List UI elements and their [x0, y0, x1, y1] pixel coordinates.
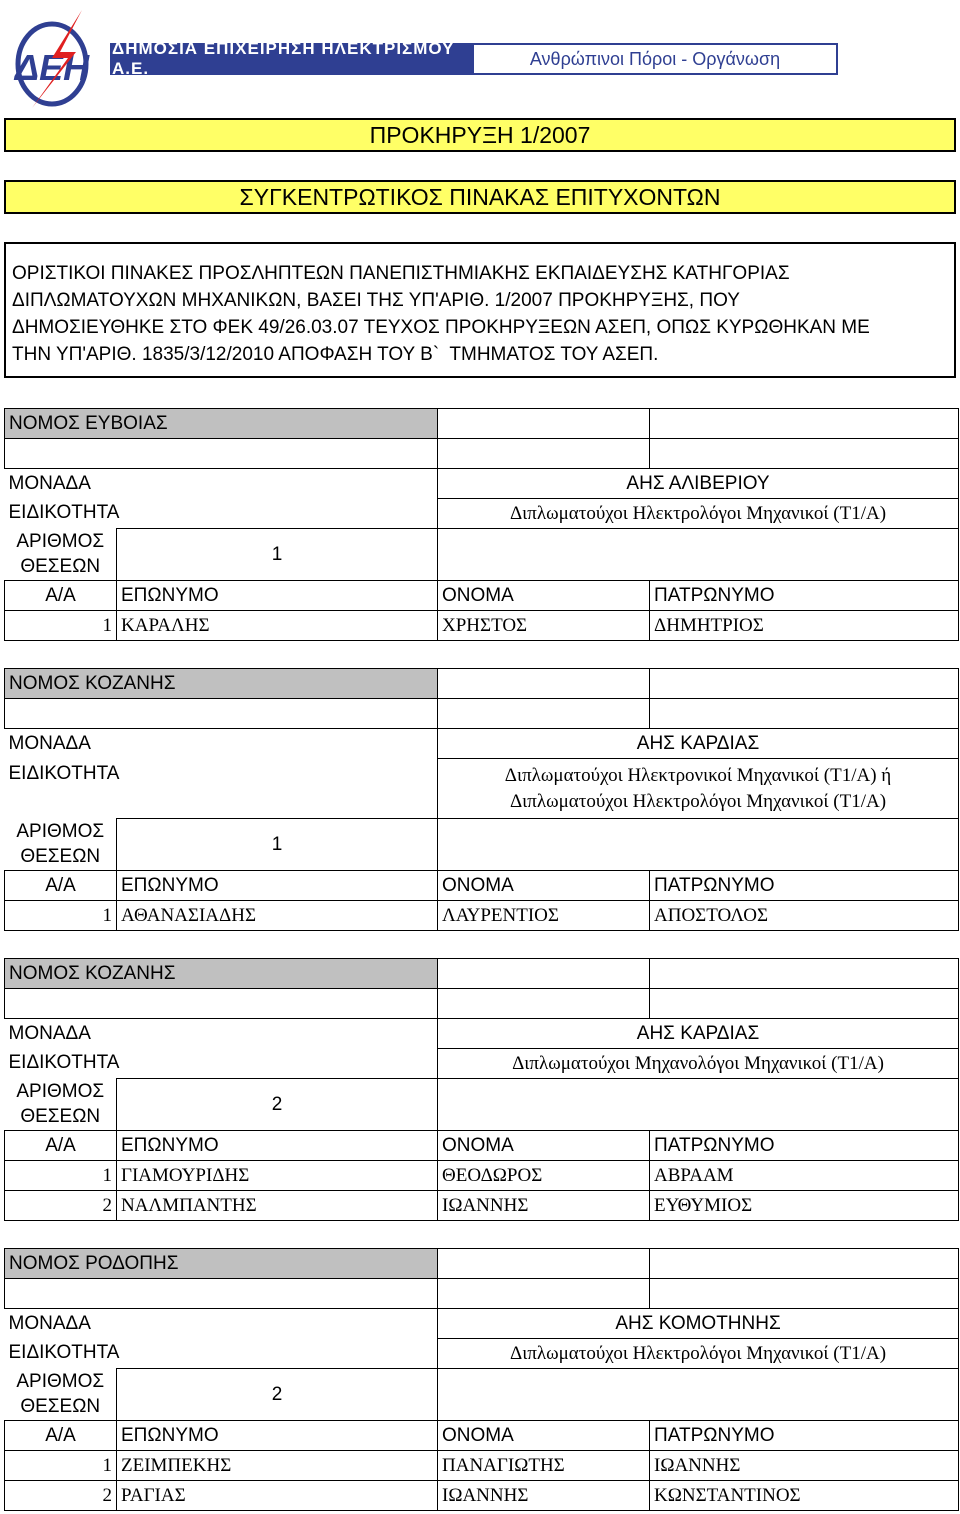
monada-value: ΑΗΣ ΚΑΡΔΙΑΣ [438, 1019, 959, 1049]
monada-value: ΑΗΣ ΚΟΜΟΤΗΝΗΣ [438, 1309, 959, 1339]
theseis-value: 2 [117, 1369, 438, 1421]
arithmos-label [5, 529, 117, 581]
eidikotita-line: Διπλωματούχοι Ηλεκτρολόγοι Μηχανικοί (Τ1/Α) [509, 790, 887, 812]
department-name: Ανθρώπινοι Πόροι - Οργάνωση [474, 45, 836, 73]
eidikotita-value [438, 499, 959, 529]
row-eponymo: ΖΕΙΜΠΕΚΗΣ [117, 1451, 438, 1481]
eidikotita-label: ΕΙΔΙΚΟΤΗΤΑ [8, 762, 120, 784]
col-onoma: ΟΝΟΜΑ [438, 581, 650, 611]
nomos-label: ΝΟΜΟΣ ΚΟΖΑΝΗΣ [5, 959, 438, 989]
col-aa: Α/Α [5, 871, 117, 901]
nomos-label: ΝΟΜΟΣ ΕΥΒΟΙΑΣ [5, 409, 438, 439]
company-banner [110, 39, 838, 78]
eidikotita-label: ΕΙΔΙΚΟΤΗΤΑ [8, 1052, 120, 1074]
description-line: ΔΙΠΛΩΜΑΤΟΥΧΩΝ ΜΗΧΑΝΙΚΩΝ, ΒΑΣΕΙ ΤΗΣ ΥΠ'ΑΡΙΘ. 1/2007 ΠΡΟΚΗΡΥΞΗΣ, ΠΟΥ [12, 290, 740, 311]
table-row [5, 1191, 959, 1221]
arithmos-label [5, 819, 117, 871]
table-row [5, 901, 959, 931]
arithmos-label-line: ΘΕΣΕΩΝ [20, 1106, 101, 1128]
row-patronymo: ΙΩΑΝΝΗΣ [650, 1451, 959, 1481]
description-line: ΔΗΜΟΣΙΕΥΘΗΚΕ ΣΤΟ ΦΕΚ 49/26.03.07 ΤΕΥΧΟΣ ΠΡΟΚΗΡΥΞΕΩΝ ΑΣΕΠ, ΟΠΩΣ ΚΥΡΩΘΗΚΑΝ ΜΕ [12, 317, 870, 338]
theseis-value: 1 [117, 529, 438, 581]
row-aa: 1 [5, 901, 117, 931]
eidikotita-line: Διπλωματούχοι Ηλεκτρολόγοι Μηχανικοί (Τ1/Α) [509, 502, 887, 524]
arithmos-label-line: ΘΕΣΕΩΝ [20, 556, 101, 578]
col-eponymo: ΕΠΩΝΥΜΟ [117, 1131, 438, 1161]
monada-value: ΑΗΣ ΑΛΙΒΕΡΙΟΥ [438, 469, 959, 499]
col-eponymo: ΕΠΩΝΥΜΟ [117, 1421, 438, 1451]
row-patronymo: ΑΠΟΣΤΟΛΟΣ [650, 901, 959, 931]
section-table [4, 958, 959, 1221]
page-header [0, 0, 960, 115]
row-onoma: ΠΑΝΑΓΙΩΤΗΣ [438, 1451, 650, 1481]
row-aa: 1 [5, 1161, 117, 1191]
arithmos-label-line: ΘΕΣΕΩΝ [20, 1396, 101, 1418]
row-eponymo: ΚΑΡΑΛΗΣ [117, 611, 438, 641]
row-patronymo: ΚΩΝΣΤΑΝΤΙΝΟΣ [650, 1481, 959, 1511]
row-onoma: ΛΑΥΡΕΝΤΙΟΣ [438, 901, 650, 931]
col-onoma: ΟΝΟΜΑ [438, 871, 650, 901]
monada-value: ΑΗΣ ΚΑΡΔΙΑΣ [438, 729, 959, 759]
col-aa: Α/Α [5, 1421, 117, 1451]
row-aa: 2 [5, 1481, 117, 1511]
section-table [4, 1248, 959, 1511]
dei-logo [12, 6, 96, 110]
description-box [4, 242, 956, 378]
col-patronymo: ΠΑΤΡΩΝΥΜΟ [650, 581, 959, 611]
row-onoma: ΧΡΗΣΤΟΣ [438, 611, 650, 641]
arithmos-label-line: ΑΡΙΘΜΟΣ [16, 1371, 105, 1393]
logo-text: ΔΕΗ [14, 47, 90, 88]
col-aa: Α/Α [5, 1131, 117, 1161]
row-patronymo: ΕΥΘΥΜΙΟΣ [650, 1191, 959, 1221]
section-table [4, 668, 959, 931]
row-onoma: ΙΩΑΝΝΗΣ [438, 1191, 650, 1221]
description-line: ΤΗΝ ΥΠ'ΑΡΙΘ. 1835/3/12/2010 ΑΠΟΦΑΣΗ ΤΟΥ Β` ΤΜΗΜΑΤΟΣ ΤΟΥ ΑΣΕΠ. [12, 344, 659, 365]
col-patronymo: ΠΑΤΡΩΝΥΜΟ [650, 1421, 959, 1451]
arithmos-label [5, 1079, 117, 1131]
arithmos-label-line: ΑΡΙΘΜΟΣ [16, 1081, 105, 1103]
col-aa: Α/Α [5, 581, 117, 611]
table-row [5, 611, 959, 641]
row-aa: 1 [5, 1451, 117, 1481]
theseis-value: 1 [117, 819, 438, 871]
col-eponymo: ΕΠΩΝΥΜΟ [117, 581, 438, 611]
eidikotita-line: Διπλωματούχοι Μηχανολόγοι Μηχανικοί (Τ1/Α) [512, 1052, 884, 1074]
table-row [5, 1451, 959, 1481]
col-patronymo: ΠΑΤΡΩΝΥΜΟ [650, 871, 959, 901]
arithmos-label [5, 1369, 117, 1421]
page-subtitle: ΣΥΓΚΕΝΤΡΩΤΙΚΟΣ ΠΙΝΑΚΑΣ ΕΠΙΤΥΧΟΝΤΩΝ [4, 180, 956, 214]
monada-label: ΜΟΝΑΔΑ [8, 1022, 91, 1044]
monada-label: ΜΟΝΑΔΑ [8, 732, 91, 754]
table-row [5, 1481, 959, 1511]
eidikotita-label: ΕΙΔΙΚΟΤΗΤΑ [8, 1342, 120, 1364]
nomos-label: ΝΟΜΟΣ ΡΟΔΟΠΗΣ [5, 1249, 438, 1279]
section-table [4, 408, 959, 641]
monada-label: ΜΟΝΑΔΑ [8, 472, 91, 494]
col-onoma: ΟΝΟΜΑ [438, 1421, 650, 1451]
col-eponymo: ΕΠΩΝΥΜΟ [117, 871, 438, 901]
eidikotita-line: Διπλωματούχοι Ηλεκτρονικοί Μηχανικοί (Τ1/Α) ή [504, 764, 892, 786]
row-aa: 1 [5, 611, 117, 641]
table-row [5, 1161, 959, 1191]
col-patronymo: ΠΑΤΡΩΝΥΜΟ [650, 1131, 959, 1161]
row-eponymo: ΓΙΑΜΟΥΡΙΔΗΣ [117, 1161, 438, 1191]
eidikotita-value [438, 1049, 959, 1079]
description-line: ΟΡΙΣΤΙΚΟΙ ΠΙΝΑΚΕΣ ΠΡΟΣΛΗΠΤΕΩΝ ΠΑΝΕΠΙΣΤΗΜΙΑΚΗΣ ΕΚΠΑΙΔΕΥΣΗΣ ΚΑΤΗΓΟΡΙΑΣ [12, 263, 790, 284]
row-aa: 2 [5, 1191, 117, 1221]
arithmos-label-line: ΘΕΣΕΩΝ [20, 846, 101, 868]
arithmos-label-line: ΑΡΙΘΜΟΣ [16, 821, 105, 843]
col-onoma: ΟΝΟΜΑ [438, 1131, 650, 1161]
row-patronymo: ΔΗΜΗΤΡΙΟΣ [650, 611, 959, 641]
row-onoma: ΘΕΟΔΩΡΟΣ [438, 1161, 650, 1191]
row-onoma: ΙΩΑΝΝΗΣ [438, 1481, 650, 1511]
nomos-label: ΝΟΜΟΣ ΚΟΖΑΝΗΣ [5, 669, 438, 699]
company-name: ΔΗΜΟΣΙΑ ΕΠΙΧΕΙΡΗΣΗ ΗΛΕΚΤΡΙΣΜΟΥ Α.Ε. [112, 45, 474, 73]
eidikotita-value [438, 759, 959, 819]
arithmos-label-line: ΑΡΙΘΜΟΣ [16, 531, 105, 553]
row-patronymo: ΑΒΡΑΑΜ [650, 1161, 959, 1191]
eidikotita-value [438, 1339, 959, 1369]
row-eponymo: ΑΘΑΝΑΣΙΑΔΗΣ [117, 901, 438, 931]
theseis-value: 2 [117, 1079, 438, 1131]
monada-label: ΜΟΝΑΔΑ [8, 1312, 91, 1334]
eidikotita-line: Διπλωματούχοι Ηλεκτρολόγοι Μηχανικοί (Τ1/Α) [509, 1342, 887, 1364]
eidikotita-label: ΕΙΔΙΚΟΤΗΤΑ [8, 502, 120, 524]
row-eponymo: ΝΑΛΜΠΑΝΤΗΣ [117, 1191, 438, 1221]
page-title: ΠΡΟΚΗΡΥΞΗ 1/2007 [4, 118, 956, 152]
row-eponymo: ΡΑΓΙΑΣ [117, 1481, 438, 1511]
